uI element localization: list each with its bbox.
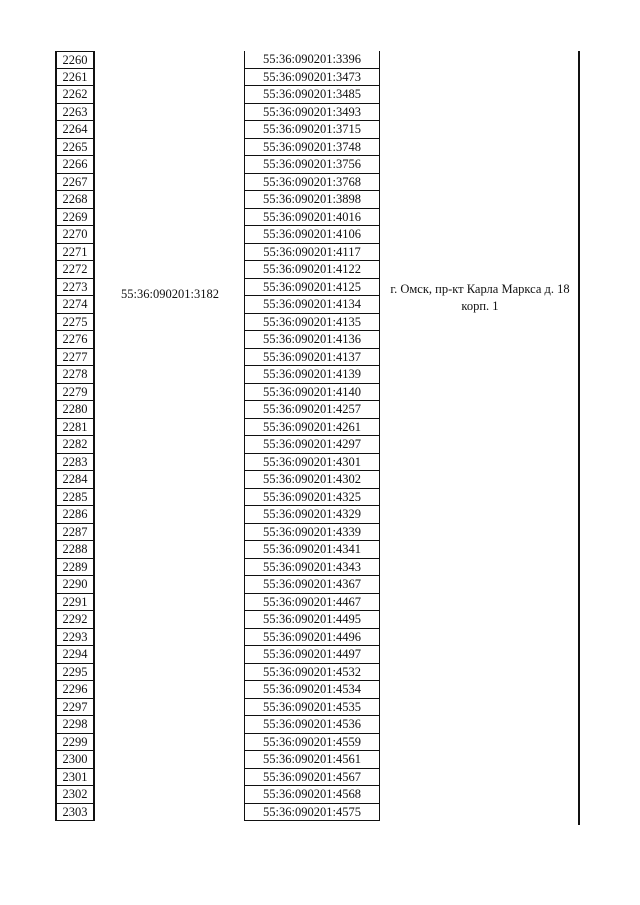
- row-number-cell: 2300: [55, 751, 95, 769]
- column-divider: [578, 51, 580, 825]
- cadastral-number-cell: 55:36:090201:4140: [244, 384, 380, 402]
- cadastral-number-cell: 55:36:090201:4106: [244, 226, 380, 244]
- row-number-cell: 2265: [55, 139, 95, 157]
- row-number-cell: 2298: [55, 716, 95, 734]
- cadastral-number-cell: 55:36:090201:3756: [244, 156, 380, 174]
- cadastral-number-cell: 55:36:090201:4125: [244, 279, 380, 297]
- row-number-cell: 2281: [55, 419, 95, 437]
- cadastral-number-cell: 55:36:090201:4339: [244, 524, 380, 542]
- row-number-cell: 2303: [55, 804, 95, 822]
- row-number-cell: 2272: [55, 261, 95, 279]
- row-number-cell: 2268: [55, 191, 95, 209]
- cadastral-number-cell: 55:36:090201:4567: [244, 769, 380, 787]
- cadastral-number-cell: 55:36:090201:3485: [244, 86, 380, 104]
- cadastral-number-cell: 55:36:090201:3898: [244, 191, 380, 209]
- cadastral-number-cell: 55:36:090201:4301: [244, 454, 380, 472]
- parent-cadastral-number: 55:36:090201:3182: [121, 287, 219, 301]
- row-number-cell: 2269: [55, 209, 95, 227]
- cadastral-number-cell: 55:36:090201:4136: [244, 331, 380, 349]
- row-number-cell: 2294: [55, 646, 95, 664]
- row-number-cell: 2267: [55, 174, 95, 192]
- cadastral-number-cell: 55:36:090201:4535: [244, 699, 380, 717]
- cadastral-number-cell: 55:36:090201:4297: [244, 436, 380, 454]
- cadastral-number-cell: 55:36:090201:4343: [244, 559, 380, 577]
- row-number-cell: 2299: [55, 734, 95, 752]
- row-number-column: [55, 51, 95, 821]
- cadastral-number-cell: 55:36:090201:3715: [244, 121, 380, 139]
- cadastral-number-cell: 55:36:090201:4329: [244, 506, 380, 524]
- cadastral-number-cell: 55:36:090201:4568: [244, 786, 380, 804]
- row-number-cell: 2276: [55, 331, 95, 349]
- cadastral-number-cell: 55:36:090201:4561: [244, 751, 380, 769]
- cadastral-number-cell: 55:36:090201:4261: [244, 419, 380, 437]
- row-number-cell: 2279: [55, 384, 95, 402]
- row-number-cell: 2262: [55, 86, 95, 104]
- cadastral-number-cell: 55:36:090201:4497: [244, 646, 380, 664]
- row-number-cell: 2271: [55, 244, 95, 262]
- cadastral-number-cell: 55:36:090201:4536: [244, 716, 380, 734]
- cadastral-number-cell: 55:36:090201:4122: [244, 261, 380, 279]
- row-number-cell: 2285: [55, 489, 95, 507]
- row-number-cell: 2289: [55, 559, 95, 577]
- row-number-cell: 2280: [55, 401, 95, 419]
- row-number-cell: 2296: [55, 681, 95, 699]
- cadastral-number-cell: 55:36:090201:4559: [244, 734, 380, 752]
- cadastral-number-cell: 55:36:090201:3473: [244, 69, 380, 87]
- row-number-cell: 2291: [55, 594, 95, 612]
- row-number-cell: 2277: [55, 349, 95, 367]
- cadastral-number-cell: 55:36:090201:3493: [244, 104, 380, 122]
- row-number-cell: 2263: [55, 104, 95, 122]
- row-number-cell: 2264: [55, 121, 95, 139]
- cadastral-number-cell: 55:36:090201:3748: [244, 139, 380, 157]
- row-number-cell: 2274: [55, 296, 95, 314]
- row-number-cell: 2278: [55, 366, 95, 384]
- cadastral-number-cell: 55:36:090201:4016: [244, 209, 380, 227]
- cadastral-number-cell: 55:36:090201:4139: [244, 366, 380, 384]
- cadastral-number-cell: 55:36:090201:4532: [244, 664, 380, 682]
- row-number-cell: 2284: [55, 471, 95, 489]
- cadastral-number-cell: 55:36:090201:4117: [244, 244, 380, 262]
- cadastral-number-cell: 55:36:090201:4496: [244, 629, 380, 647]
- row-number-cell: 2286: [55, 506, 95, 524]
- cadastral-number-cell: 55:36:090201:4495: [244, 611, 380, 629]
- cadastral-number-cell: 55:36:090201:4135: [244, 314, 380, 332]
- row-number-cell: 2282: [55, 436, 95, 454]
- row-number-cell: 2295: [55, 664, 95, 682]
- address-cell: г. Омск, пр-кт Карла Маркса д. 18 корп. 1: [390, 282, 570, 313]
- cadastral-number-cell: 55:36:090201:3768: [244, 174, 380, 192]
- cadastral-number-cell: 55:36:090201:4302: [244, 471, 380, 489]
- cadastral-number-cell: 55:36:090201:4134: [244, 296, 380, 314]
- cadastral-number-cell: 55:36:090201:4341: [244, 541, 380, 559]
- row-number-cell: 2273: [55, 279, 95, 297]
- cadastral-number-cell: 55:36:090201:3396: [244, 51, 380, 69]
- row-number-cell: 2287: [55, 524, 95, 542]
- row-number-cell: 2288: [55, 541, 95, 559]
- row-number-cell: 2290: [55, 576, 95, 594]
- row-number-cell: 2297: [55, 699, 95, 717]
- row-number-cell: 2266: [55, 156, 95, 174]
- cadastral-number-cell: 55:36:090201:4137: [244, 349, 380, 367]
- row-number-cell: 2302: [55, 786, 95, 804]
- row-number-cell: 2275: [55, 314, 95, 332]
- cadastral-number-column: [244, 51, 380, 821]
- cadastral-number-cell: 55:36:090201:4367: [244, 576, 380, 594]
- row-number-cell: 2283: [55, 454, 95, 472]
- cadastral-number-cell: 55:36:090201:4534: [244, 681, 380, 699]
- row-number-cell: 2260: [55, 51, 95, 69]
- cadastral-number-cell: 55:36:090201:4257: [244, 401, 380, 419]
- row-number-cell: 2261: [55, 69, 95, 87]
- cadastral-number-cell: 55:36:090201:4467: [244, 594, 380, 612]
- row-number-cell: 2292: [55, 611, 95, 629]
- row-number-cell: 2301: [55, 769, 95, 787]
- cadastral-number-cell: 55:36:090201:4575: [244, 804, 380, 822]
- row-number-cell: 2293: [55, 629, 95, 647]
- row-number-cell: 2270: [55, 226, 95, 244]
- cadastral-number-cell: 55:36:090201:4325: [244, 489, 380, 507]
